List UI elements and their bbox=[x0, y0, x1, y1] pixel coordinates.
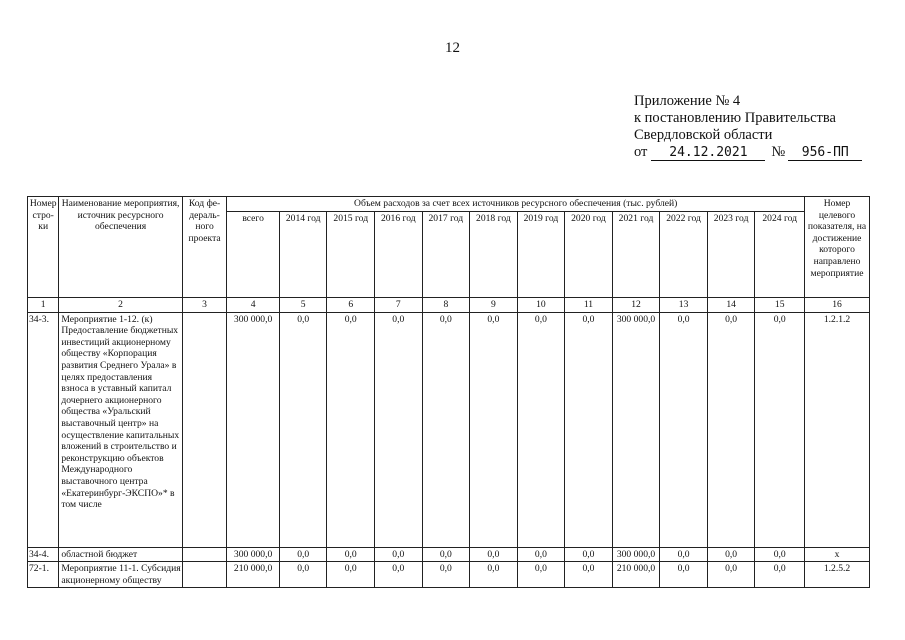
row-value: 0,0 bbox=[375, 547, 423, 562]
row-value: 300 000,0 bbox=[227, 547, 280, 562]
row-value: 0,0 bbox=[327, 547, 375, 562]
row-value: 0,0 bbox=[327, 312, 375, 547]
row-value: 0,0 bbox=[755, 562, 805, 588]
col-number: 15 bbox=[755, 298, 805, 313]
row-value: 0,0 bbox=[279, 562, 327, 588]
header-year: 2020 год bbox=[565, 212, 613, 298]
header-year: 2014 год bbox=[279, 212, 327, 298]
col-number: 12 bbox=[612, 298, 660, 313]
row-value: 0,0 bbox=[422, 547, 470, 562]
row-description: Мероприятие 11-1. Субсидия акционерному обществу bbox=[59, 562, 182, 588]
col-number: 2 bbox=[59, 298, 182, 313]
row-value: 0,0 bbox=[279, 312, 327, 547]
header-row-1 bbox=[28, 197, 870, 212]
row-number: 34-4. bbox=[28, 547, 59, 562]
row-value: 0,0 bbox=[517, 312, 565, 547]
col-number: 9 bbox=[470, 298, 518, 313]
header-year: 2018 год bbox=[470, 212, 518, 298]
header-year: 2016 год bbox=[375, 212, 423, 298]
header-year: 2023 год bbox=[707, 212, 755, 298]
col-number: 8 bbox=[422, 298, 470, 313]
row-value: 0,0 bbox=[565, 562, 613, 588]
page-number: 12 bbox=[445, 40, 460, 56]
row-value: 0,0 bbox=[422, 562, 470, 588]
resolution-date: 24.12.2021 bbox=[651, 146, 765, 161]
row-value: 0,0 bbox=[660, 562, 708, 588]
row-value: 300 000,0 bbox=[227, 312, 280, 547]
row-target: 1.2.1.2 bbox=[805, 312, 870, 547]
row-target: 1.2.5.2 bbox=[805, 562, 870, 588]
header-total: всего bbox=[227, 212, 280, 298]
row-value: 0,0 bbox=[375, 312, 423, 547]
row-value: 0,0 bbox=[517, 562, 565, 588]
row-project-code bbox=[182, 312, 227, 547]
row-value: 0,0 bbox=[517, 547, 565, 562]
col-number: 14 bbox=[707, 298, 755, 313]
header-row-num: Номер стро-ки bbox=[28, 197, 59, 298]
header-code: Код фе-дераль-ного проекта bbox=[182, 197, 227, 298]
row-value: 0,0 bbox=[707, 547, 755, 562]
row-value: 300 000,0 bbox=[612, 547, 660, 562]
row-value: 210 000,0 bbox=[227, 562, 280, 588]
appendix-region: Свердловской области bbox=[634, 127, 773, 143]
row-project-code bbox=[182, 547, 227, 562]
header-year: 2015 год bbox=[327, 212, 375, 298]
row-number: 34-3. bbox=[28, 312, 59, 547]
row-description: областной бюджет bbox=[59, 547, 182, 562]
col-number: 5 bbox=[279, 298, 327, 313]
header-year: 2021 год bbox=[612, 212, 660, 298]
number-label: № bbox=[771, 144, 786, 160]
row-number: 72-1. bbox=[28, 562, 59, 588]
col-number: 1 bbox=[28, 298, 59, 313]
row-value: 0,0 bbox=[470, 312, 518, 547]
table-row bbox=[28, 312, 870, 547]
header-volume: Объем расходов за счет всех источников ресурсного обеспечения (тыс. рублей) bbox=[227, 197, 805, 212]
row-description: Мероприятие 1-12. (к) Предоставление бюджетных инвестиций акционерному обществу «Корпорация развития Среднего Урала» в целях предоставления взноса в уставный капитал дочернего акционерного общества «Уральский выставочный центр» на осуществление капитальных вложений в строительство и реконструкцию объектов Международного выставочного центра «Екатеринбург-ЭКСПО»* в том числе bbox=[59, 312, 182, 547]
column-numbers-row bbox=[28, 298, 870, 313]
col-number: 13 bbox=[660, 298, 708, 313]
col-number: 16 bbox=[805, 298, 870, 313]
col-number: 10 bbox=[517, 298, 565, 313]
appendix-title: Приложение № 4 bbox=[634, 93, 741, 109]
row-value: 0,0 bbox=[660, 312, 708, 547]
row-value: 210 000,0 bbox=[612, 562, 660, 588]
expenses-table bbox=[27, 196, 870, 588]
row-target: х bbox=[805, 547, 870, 562]
table-row bbox=[28, 547, 870, 562]
row-value: 0,0 bbox=[707, 312, 755, 547]
row-value: 0,0 bbox=[707, 562, 755, 588]
col-number: 7 bbox=[375, 298, 423, 313]
col-number: 3 bbox=[182, 298, 227, 313]
header-target: Номер целевого показателя, на достижение которого направлено мероприятие bbox=[805, 197, 870, 298]
appendix-date-row bbox=[634, 144, 862, 161]
row-value: 0,0 bbox=[327, 562, 375, 588]
row-value: 0,0 bbox=[470, 562, 518, 588]
row-value: 0,0 bbox=[660, 547, 708, 562]
appendix-resolution: к постановлению Правительства bbox=[634, 110, 836, 126]
header-year: 2019 год bbox=[517, 212, 565, 298]
from-label: от bbox=[634, 144, 648, 160]
row-value: 0,0 bbox=[422, 312, 470, 547]
row-value: 0,0 bbox=[565, 547, 613, 562]
row-value: 0,0 bbox=[470, 547, 518, 562]
col-number: 4 bbox=[227, 298, 280, 313]
header-year: 2024 год bbox=[755, 212, 805, 298]
row-project-code bbox=[182, 562, 227, 588]
row-value: 300 000,0 bbox=[612, 312, 660, 547]
row-value: 0,0 bbox=[565, 312, 613, 547]
row-value: 0,0 bbox=[279, 547, 327, 562]
header-year: 2017 год bbox=[422, 212, 470, 298]
row-value: 0,0 bbox=[755, 547, 805, 562]
resolution-number: 956-ПП bbox=[788, 146, 862, 161]
col-number: 11 bbox=[565, 298, 613, 313]
table-row bbox=[28, 562, 870, 588]
header-year: 2022 год bbox=[660, 212, 708, 298]
col-number: 6 bbox=[327, 298, 375, 313]
row-value: 0,0 bbox=[375, 562, 423, 588]
header-name: Наименование мероприятия, источник ресурсного обеспечения bbox=[59, 197, 182, 298]
appendix-block bbox=[634, 93, 862, 161]
row-value: 0,0 bbox=[755, 312, 805, 547]
